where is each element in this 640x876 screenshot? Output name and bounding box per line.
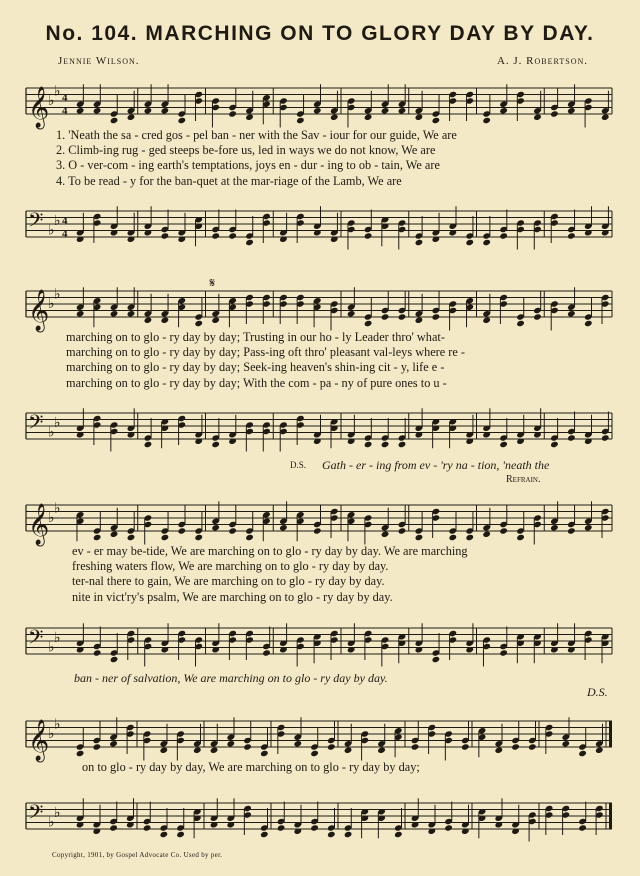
time-signature: 4 xyxy=(62,215,68,227)
note-icon xyxy=(262,511,271,541)
note-icon xyxy=(394,727,403,757)
note-icon xyxy=(211,418,220,448)
note-icon xyxy=(533,291,542,321)
note-icon xyxy=(601,633,610,663)
note-icon xyxy=(93,297,102,327)
note-icon xyxy=(143,802,152,832)
verse-lyrics-block xyxy=(66,330,465,391)
note-icon xyxy=(144,514,153,544)
note-icon xyxy=(533,91,542,121)
lyric-line: marching on to glo - ry day by day; With the com - pa - ny of pure ones to u - xyxy=(66,375,447,390)
note-icon xyxy=(313,633,322,663)
lyric-line: ter-nal there to gain, We are marching on to glo - ry day by day. xyxy=(72,574,385,589)
note-icon xyxy=(533,633,542,663)
treble-clef-icon: 𝄞 xyxy=(28,504,50,545)
note-icon xyxy=(482,294,491,324)
note-icon xyxy=(528,721,537,751)
note-icon xyxy=(110,287,119,317)
note-icon xyxy=(482,636,491,666)
bass-staff xyxy=(0,395,640,455)
note-icon xyxy=(313,505,322,535)
note-icon xyxy=(161,84,170,114)
note-icon xyxy=(194,511,203,541)
note-icon xyxy=(411,721,420,751)
note-icon xyxy=(161,511,170,541)
composer-credit: A. J. Robertson. xyxy=(496,55,588,67)
treble-clef-icon: 𝄞 xyxy=(28,87,50,128)
lyric-line: on to glo - ry day by day, We are marching on to glo - ry day by day; xyxy=(82,760,420,774)
note-icon xyxy=(211,97,220,127)
note-icon xyxy=(93,511,102,541)
note-icon xyxy=(193,808,202,838)
note-icon xyxy=(449,91,458,121)
note-icon xyxy=(296,94,305,124)
note-icon xyxy=(93,84,102,114)
note-icon xyxy=(465,91,474,121)
note-icon xyxy=(245,630,254,660)
note-icon xyxy=(567,287,576,317)
note-icon xyxy=(93,213,102,243)
note-icon xyxy=(432,418,441,448)
lyric-line: nite in vict'ry's psalm, We are marching on to glo - ry day by day. xyxy=(72,589,393,604)
note-icon xyxy=(381,291,390,321)
note-icon xyxy=(262,213,271,243)
lyric-line: 1. 'Neath the sa - cred gos - pel ban - ner with the Sav - iour for our guide, We are xyxy=(56,128,457,142)
note-icon xyxy=(595,805,604,835)
note-icon xyxy=(313,84,322,114)
note-icon xyxy=(245,216,254,246)
author-credit: Jennie Wilson. xyxy=(58,55,140,67)
note-icon xyxy=(243,805,252,835)
note-icon xyxy=(109,717,118,747)
time-signature: 4 xyxy=(62,92,68,104)
note-icon xyxy=(93,721,102,751)
note-icon xyxy=(584,501,593,531)
note-icon xyxy=(562,805,571,835)
note-icon xyxy=(516,219,525,249)
note-icon xyxy=(279,294,288,324)
note-icon xyxy=(296,294,305,324)
note-icon xyxy=(93,627,102,657)
note-icon xyxy=(601,508,610,538)
note-icon xyxy=(178,505,187,535)
note-icon xyxy=(449,630,458,660)
note-icon xyxy=(194,636,203,666)
note-icon xyxy=(347,511,356,541)
note-icon xyxy=(279,421,288,451)
note-icon xyxy=(76,287,85,317)
note-icon xyxy=(415,216,424,246)
note-icon xyxy=(601,412,610,442)
note-icon xyxy=(245,421,254,451)
note-icon xyxy=(327,721,336,751)
note-icon xyxy=(578,727,587,757)
note-icon xyxy=(482,94,491,124)
note-icon xyxy=(432,291,441,321)
note-icon xyxy=(449,418,458,448)
lyric-line: 2. Climb-ing rug - ged steeps be-fore us, led in ways we do not know, We are xyxy=(56,143,436,158)
note-icon xyxy=(330,300,339,330)
note-icon xyxy=(364,210,373,240)
note-icon xyxy=(381,216,390,246)
flat-icon: ♭ xyxy=(48,425,55,441)
note-icon xyxy=(127,91,136,121)
lyric-line: 3. O - ver-com - ing earth's temptations, joys en - dur - ing to ob - tain, We are xyxy=(56,158,440,173)
note-icon xyxy=(584,297,593,327)
time-signature: 4 xyxy=(62,228,68,240)
treble-clef-icon: 𝄞 xyxy=(28,290,50,331)
note-icon xyxy=(161,294,170,324)
note-icon xyxy=(516,91,525,121)
note-icon xyxy=(377,724,386,754)
note-icon xyxy=(245,91,254,121)
note-icon xyxy=(567,210,576,240)
note-icon xyxy=(144,636,153,666)
note-icon xyxy=(595,724,604,754)
note-icon xyxy=(550,300,559,330)
flat-icon: ♭ xyxy=(48,640,55,656)
note-icon xyxy=(228,88,237,118)
note-icon xyxy=(194,216,203,246)
note-icon xyxy=(567,412,576,442)
note-icon xyxy=(432,633,441,663)
verse-lyrics-block xyxy=(56,128,457,189)
ds-end-label: D.S. xyxy=(587,685,608,699)
flat-icon: ♭ xyxy=(48,815,55,831)
note-icon xyxy=(398,84,407,114)
note-icon xyxy=(279,97,288,127)
note-icon xyxy=(347,219,356,249)
treble-staff xyxy=(0,487,640,547)
verse-lyrics-block xyxy=(72,544,468,605)
note-icon xyxy=(381,508,390,538)
bass-staff xyxy=(0,610,640,670)
note-icon xyxy=(550,501,559,531)
note-icon xyxy=(262,421,271,451)
copyright-notice: Copyright, 1901, by Gospel Advocate Co. Used by per. xyxy=(52,851,223,859)
note-icon xyxy=(432,508,441,538)
note-icon xyxy=(310,802,319,832)
note-icon xyxy=(76,511,85,541)
treble-staff xyxy=(0,703,640,763)
note-icon xyxy=(398,219,407,249)
note-icon xyxy=(428,724,437,754)
note-icon xyxy=(361,808,370,838)
note-icon xyxy=(176,808,185,838)
note-icon xyxy=(347,97,356,127)
bass-clef-icon: 𝄢 xyxy=(28,625,44,654)
note-icon xyxy=(260,727,269,757)
note-icon xyxy=(465,511,474,541)
note-icon xyxy=(161,418,170,448)
bass-clef-icon: 𝄢 xyxy=(28,800,44,829)
note-icon xyxy=(160,724,169,754)
note-icon xyxy=(432,94,441,124)
note-icon xyxy=(296,415,305,445)
note-icon xyxy=(110,508,119,538)
note-icon xyxy=(550,213,559,243)
bass-clef-icon: 𝄢 xyxy=(28,208,44,237)
note-icon xyxy=(381,84,390,114)
note-icon xyxy=(562,717,571,747)
note-icon xyxy=(144,294,153,324)
note-icon xyxy=(126,724,135,754)
segno-icon: 𝄋 xyxy=(209,275,216,290)
ds-label: D.S. xyxy=(290,460,307,470)
flat-icon: ♭ xyxy=(54,84,61,100)
note-icon xyxy=(511,721,520,751)
note-icon xyxy=(296,636,305,666)
lyric-line: freshing waters flow, We are marching on to glo - ry day by day. xyxy=(72,559,389,574)
flat-icon: ♭ xyxy=(54,717,61,733)
note-icon xyxy=(465,297,474,327)
note-icon xyxy=(584,630,593,660)
note-icon xyxy=(110,94,119,124)
note-icon xyxy=(516,297,525,327)
note-icon xyxy=(364,514,373,544)
note-icon xyxy=(260,808,269,838)
note-icon xyxy=(144,84,153,114)
flat-icon: ♭ xyxy=(54,501,61,517)
note-icon xyxy=(211,501,220,531)
note-icon xyxy=(499,505,508,535)
note-icon xyxy=(262,294,271,324)
note-icon xyxy=(228,505,237,535)
note-icon xyxy=(499,627,508,657)
note-icon xyxy=(228,297,237,327)
note-icon xyxy=(279,501,288,531)
note-icon xyxy=(294,717,303,747)
note-icon xyxy=(330,418,339,448)
note-icon xyxy=(478,727,487,757)
note-icon xyxy=(398,633,407,663)
note-icon xyxy=(296,213,305,243)
note-icon xyxy=(262,94,271,124)
note-icon xyxy=(327,808,336,838)
note-icon xyxy=(344,808,353,838)
verse-lyrics-block xyxy=(82,760,420,775)
note-icon xyxy=(176,730,185,760)
note-icon xyxy=(245,511,254,541)
note-icon xyxy=(465,216,474,246)
note-icon xyxy=(178,94,187,124)
note-icon xyxy=(444,730,453,760)
note-icon xyxy=(277,724,286,754)
ds-lyric-line: Gath - er - ing from ev - 'ry na - tion, 'neath the xyxy=(322,458,550,472)
note-icon xyxy=(461,721,470,751)
note-icon xyxy=(347,287,356,317)
note-icon xyxy=(313,297,322,327)
note-icon xyxy=(545,805,554,835)
note-icon xyxy=(194,91,203,121)
flat-icon: ♭ xyxy=(48,727,55,742)
note-icon xyxy=(567,505,576,535)
note-icon xyxy=(144,418,153,448)
lyric-line: ev - er may be-tide, We are marching on to glo - ry day by day. We are marching xyxy=(72,544,468,558)
note-icon xyxy=(161,210,170,240)
note-icon xyxy=(482,216,491,246)
note-icon xyxy=(495,724,504,754)
flat-icon: ♭ xyxy=(54,213,61,229)
note-icon xyxy=(578,802,587,832)
hymn-title: No. 104. MARCHING ON TO GLORY DAY BY DAY. xyxy=(45,22,595,45)
bass-clef-icon: 𝄢 xyxy=(28,410,44,439)
lyric-line: marching on to glo - ry day by day; Pass-ing oft thro' pleasant val-leys where re - xyxy=(66,345,466,360)
note-icon xyxy=(415,511,424,541)
flat-icon: ♭ xyxy=(48,223,55,239)
note-icon xyxy=(76,727,85,757)
note-icon xyxy=(211,294,220,324)
note-icon xyxy=(516,633,525,663)
flat-icon: ♭ xyxy=(54,805,61,821)
note-icon xyxy=(228,210,237,240)
note-icon xyxy=(398,505,407,535)
note-icon xyxy=(499,210,508,240)
note-icon xyxy=(178,415,187,445)
note-icon xyxy=(449,300,458,330)
note-icon xyxy=(361,730,370,760)
note-icon xyxy=(364,297,373,327)
note-icon xyxy=(601,91,610,121)
lyric-line: 4. To be read - y for the ban-quet at the mar-riage of the Lamb, We are xyxy=(56,173,402,188)
note-icon xyxy=(228,630,237,660)
note-icon xyxy=(160,808,169,838)
note-icon xyxy=(584,97,593,127)
note-icon xyxy=(550,88,559,118)
flat-icon: ♭ xyxy=(48,297,55,312)
note-icon xyxy=(127,287,136,317)
note-icon xyxy=(178,297,187,327)
note-icon xyxy=(550,418,559,448)
note-icon xyxy=(330,91,339,121)
bass-lyric-line: ban - ner of salvation, We are marching on to glo - ry day by day. xyxy=(74,671,388,685)
note-icon xyxy=(377,808,386,838)
note-icon xyxy=(398,418,407,448)
note-icon xyxy=(516,511,525,541)
flat-icon: ♭ xyxy=(48,94,55,109)
note-icon xyxy=(245,294,254,324)
note-icon xyxy=(344,724,353,754)
note-icon xyxy=(364,418,373,448)
bass-staff xyxy=(0,785,640,845)
note-icon xyxy=(194,297,203,327)
flat-icon: ♭ xyxy=(54,415,61,431)
bass-staff xyxy=(0,193,640,253)
note-icon xyxy=(499,84,508,114)
note-icon xyxy=(143,730,152,760)
note-icon xyxy=(296,511,305,541)
lyric-line: marching on to glo - ry day by day; Trusting in our ho - ly Leader thro' what- xyxy=(66,330,445,344)
note-icon xyxy=(178,630,187,660)
note-icon xyxy=(545,724,554,754)
note-icon xyxy=(567,84,576,114)
note-icon xyxy=(449,511,458,541)
note-icon xyxy=(93,415,102,445)
note-icon xyxy=(277,802,286,832)
note-icon xyxy=(601,294,610,324)
note-icon xyxy=(394,808,403,838)
note-icon xyxy=(210,724,219,754)
note-icon xyxy=(330,630,339,660)
note-icon xyxy=(499,418,508,448)
note-icon xyxy=(193,724,202,754)
note-icon xyxy=(330,508,339,538)
note-icon xyxy=(262,627,271,657)
note-icon xyxy=(482,508,491,538)
treble-staff xyxy=(0,273,640,333)
note-icon xyxy=(127,511,136,541)
note-icon xyxy=(533,514,542,544)
note-icon xyxy=(415,294,424,324)
note-icon xyxy=(415,91,424,121)
note-icon xyxy=(127,630,136,660)
note-icon xyxy=(310,727,319,757)
note-icon xyxy=(211,210,220,240)
note-icon xyxy=(533,219,542,249)
note-icon xyxy=(227,717,236,747)
note-icon xyxy=(243,721,252,751)
note-icon xyxy=(364,630,373,660)
time-signature: 4 xyxy=(62,105,68,117)
note-icon xyxy=(528,811,537,841)
treble-clef-icon: 𝄞 xyxy=(28,720,50,761)
note-icon xyxy=(109,802,118,832)
note-icon xyxy=(381,418,390,448)
note-icon xyxy=(499,294,508,324)
flat-icon: ♭ xyxy=(54,630,61,646)
flat-icon: ♭ xyxy=(48,511,55,526)
note-icon xyxy=(364,91,373,121)
note-icon xyxy=(76,84,85,114)
note-icon xyxy=(398,291,407,321)
refrain-label: Refrain. xyxy=(506,474,541,485)
lyric-line: marching on to glo - ry day by day; Seek-ing heaven's shin-ing cit - y, life e - xyxy=(66,360,445,375)
note-icon xyxy=(444,802,453,832)
note-icon xyxy=(110,633,119,663)
note-icon xyxy=(110,421,119,451)
treble-staff xyxy=(0,70,640,130)
note-icon xyxy=(381,636,390,666)
flat-icon: ♭ xyxy=(54,287,61,303)
note-icon xyxy=(478,808,487,838)
